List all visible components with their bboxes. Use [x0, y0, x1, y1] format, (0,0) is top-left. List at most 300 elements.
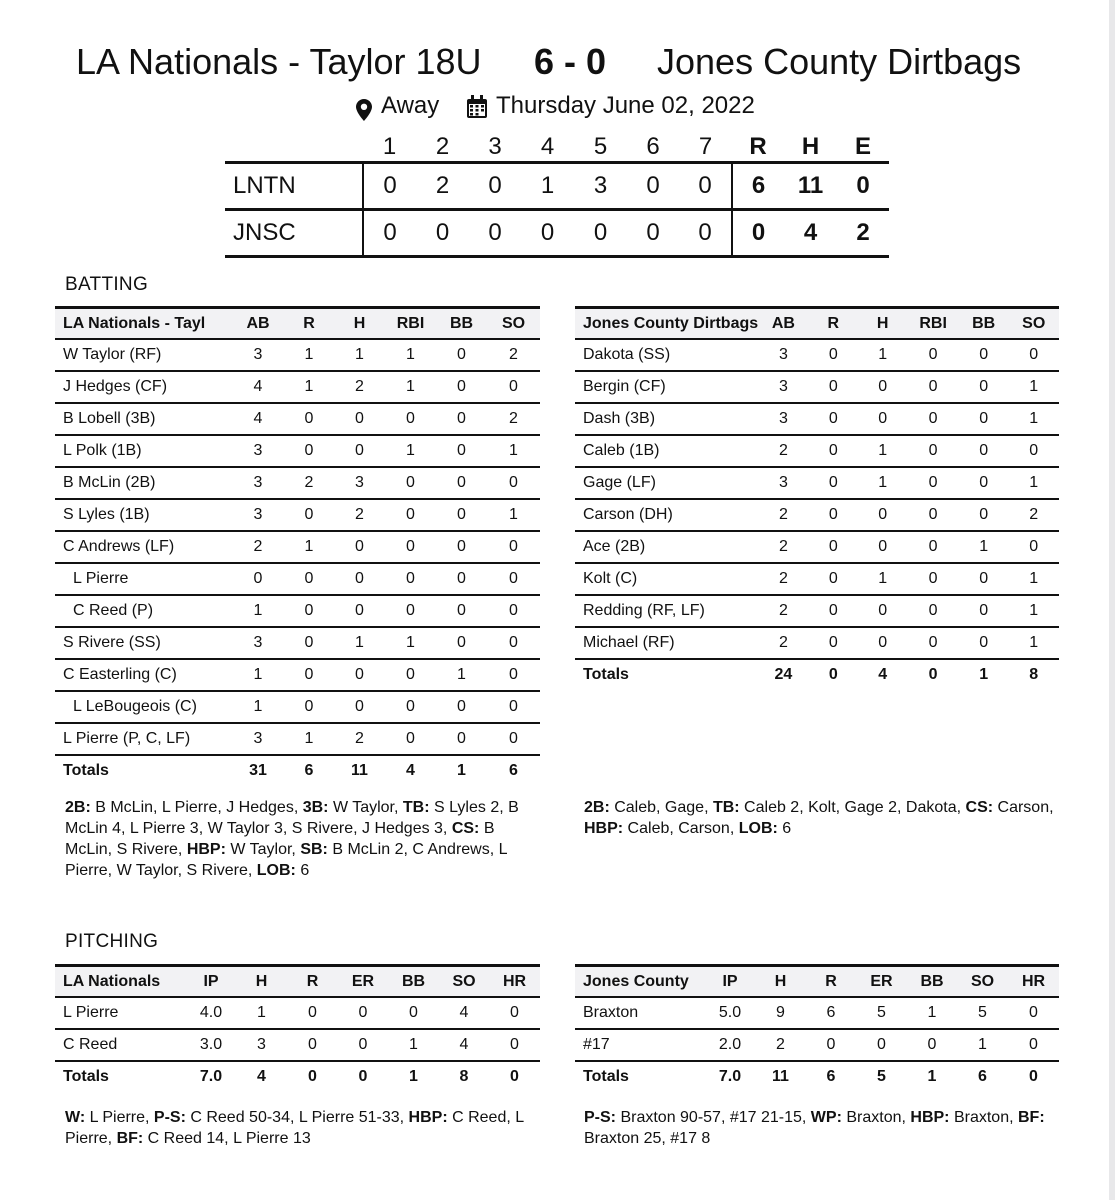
stat-cell: 0 — [907, 531, 959, 563]
stat-cell: 5.0 — [705, 997, 755, 1029]
stat-cell: 0 — [858, 627, 907, 659]
stat-cell: 5 — [957, 997, 1008, 1029]
stat-cell: 0 — [809, 371, 858, 403]
totals-row — [55, 1061, 540, 1092]
stat-cell: 2 — [284, 467, 334, 499]
stat-cell: 1 — [388, 1029, 439, 1061]
totals-cell: 1 — [979, 666, 989, 683]
player-name: L Pierre — [55, 563, 232, 595]
inning-score: 0 — [574, 210, 627, 257]
final-score: 6 - 0 — [534, 41, 607, 82]
stat-cell: 1 — [334, 627, 385, 659]
stat-column-header: H — [755, 966, 806, 998]
stat-column-header: IP — [186, 966, 236, 998]
totals-row — [55, 755, 540, 786]
player-row — [575, 371, 1059, 403]
stat-cell: 0 — [334, 595, 385, 627]
totals-cell: 4 — [406, 762, 415, 779]
player-name: Dakota (SS) — [575, 339, 758, 371]
team-column-header: Jones County Dirtbags — [575, 308, 758, 340]
linescore-team: JNSC — [225, 210, 363, 257]
player-row — [55, 723, 540, 755]
inning-score: 2 — [416, 163, 469, 210]
totals-cell: 7.0 — [718, 1068, 742, 1085]
stat-cell: 0 — [809, 339, 858, 371]
hits-total: 4 — [784, 210, 837, 257]
totals-label: Totals — [583, 1068, 629, 1085]
totals-cell: 8 — [1029, 666, 1039, 683]
stat-cell: 1 — [1008, 627, 1059, 659]
stat-cell: 0 — [436, 563, 487, 595]
stat-cell: 0 — [436, 435, 487, 467]
stat-cell: 2.0 — [705, 1029, 755, 1061]
stat-cell: 0 — [858, 403, 907, 435]
stat-cell: 3 — [232, 723, 284, 755]
stat-cell: 0 — [809, 595, 858, 627]
stat-column-header: BB — [907, 966, 957, 998]
stat-cell: 0 — [385, 403, 436, 435]
stat-cell: 0 — [907, 627, 959, 659]
stat-cell: 0 — [959, 403, 1009, 435]
stat-cell: 1 — [907, 997, 957, 1029]
stat-cell: 3 — [334, 467, 385, 499]
inning-header: 2 — [435, 133, 450, 160]
stat-cell: 0 — [1008, 531, 1059, 563]
player-name: L Polk (1B) — [55, 435, 232, 467]
stat-cell: 0 — [338, 1029, 388, 1061]
inning-header: 1 — [382, 133, 397, 160]
stat-cell: 5 — [856, 997, 907, 1029]
stat-cell: 2 — [758, 627, 809, 659]
stat-cell: 0 — [907, 339, 959, 371]
stat-cell: 2 — [1008, 499, 1059, 531]
player-row — [55, 627, 540, 659]
stat-cell: 1 — [959, 531, 1009, 563]
stat-cell: 0 — [385, 563, 436, 595]
stat-cell: 0 — [287, 997, 338, 1029]
stat-cell: 0 — [959, 467, 1009, 499]
stat-cell: 0 — [959, 371, 1009, 403]
stat-cell: 0 — [487, 531, 540, 563]
linescore-row — [225, 210, 889, 257]
stat-cell: 3 — [236, 1029, 287, 1061]
stat-cell: 0 — [856, 1029, 907, 1061]
stat-cell: 4 — [439, 997, 489, 1029]
stat-cell: 2 — [758, 435, 809, 467]
stat-cell: 0 — [385, 691, 436, 723]
totals-cell: 4 — [878, 666, 888, 683]
inning-score: 0 — [521, 210, 574, 257]
stat-cell: 0 — [959, 499, 1009, 531]
totals-label: Totals — [63, 1068, 109, 1085]
stat-cell: 0 — [487, 723, 540, 755]
stat-cell: 0 — [907, 403, 959, 435]
stat-cell: 0 — [809, 563, 858, 595]
player-row — [55, 563, 540, 595]
stat-cell: 0 — [1008, 435, 1059, 467]
stat-column-header: AB — [758, 308, 809, 340]
player-row — [575, 1029, 1059, 1061]
inning-score: 0 — [627, 210, 679, 257]
stat-column-header: ER — [856, 966, 907, 998]
totals-cell: 1 — [409, 1068, 418, 1085]
pitching-table-away — [575, 964, 1059, 1092]
stat-cell: 1 — [385, 371, 436, 403]
stat-cell: 3 — [758, 371, 809, 403]
stat-cell: 3.0 — [186, 1029, 236, 1061]
stat-cell: 0 — [907, 563, 959, 595]
player-name: S Lyles (1B) — [55, 499, 232, 531]
totals-label: Totals — [63, 762, 109, 779]
inning-header: 7 — [698, 133, 713, 160]
stat-cell: 0 — [436, 467, 487, 499]
stat-cell: 3 — [232, 339, 284, 371]
map-pin-icon — [356, 96, 372, 132]
inning-header: 4 — [540, 133, 555, 160]
stat-cell: 0 — [385, 595, 436, 627]
stat-cell: 3 — [758, 339, 809, 371]
player-name: #17 — [575, 1029, 705, 1061]
pitching-notes-home: W: L Pierre, P-S: C Reed 50-34, L Pierre 51-33, HBP: C Reed, L Pierre, BF: C Reed 14, L Pierre 13 — [65, 1109, 524, 1147]
stat-cell: 1 — [385, 435, 436, 467]
stat-cell: 0 — [284, 595, 334, 627]
stat-cell: 1 — [385, 339, 436, 371]
player-row — [55, 435, 540, 467]
stat-column-header: RBI — [385, 308, 436, 340]
stat-column-header: BB — [388, 966, 439, 998]
totals-cell: 0 — [1029, 1068, 1038, 1085]
inning-header: 3 — [488, 133, 502, 160]
stat-cell: 0 — [487, 595, 540, 627]
totals-cell: 0 — [928, 666, 938, 683]
player-name: B McLin (2B) — [55, 467, 232, 499]
stat-cell: 6 — [806, 997, 856, 1029]
player-row — [55, 467, 540, 499]
totals-cell: 8 — [459, 1068, 469, 1085]
stat-cell: 0 — [284, 435, 334, 467]
stat-cell: 2 — [232, 531, 284, 563]
player-name: Carson (DH) — [575, 499, 758, 531]
stat-cell: 1 — [487, 499, 540, 531]
runs-total: 6 — [732, 163, 784, 210]
player-row — [575, 435, 1059, 467]
totals-cell: 6 — [304, 762, 314, 779]
player-row — [575, 627, 1059, 659]
batting-table-away — [575, 306, 1059, 690]
hits-total: 11 — [784, 163, 837, 210]
stat-cell: 1 — [385, 627, 436, 659]
inning-score: 0 — [363, 210, 416, 257]
stat-cell: 0 — [487, 467, 540, 499]
runs-header: R — [749, 133, 767, 160]
stat-cell: 2 — [758, 595, 809, 627]
stat-column-header: SO — [1008, 308, 1059, 340]
player-name: Michael (RF) — [575, 627, 758, 659]
page-edge — [1109, 0, 1115, 1200]
stat-cell: 1 — [334, 339, 385, 371]
stat-cell: 4 — [439, 1029, 489, 1061]
stat-cell: 4 — [232, 403, 284, 435]
player-row — [55, 403, 540, 435]
player-name: C Easterling (C) — [55, 659, 232, 691]
inning-score: 0 — [679, 163, 732, 210]
stat-cell: 0 — [487, 371, 540, 403]
stat-cell: 1 — [1008, 467, 1059, 499]
totals-cell: 11 — [772, 1068, 789, 1085]
stat-cell: 0 — [334, 563, 385, 595]
linescore-table — [225, 133, 889, 258]
stat-cell: 0 — [334, 403, 385, 435]
totals-cell: 6 — [509, 762, 518, 779]
stat-cell: 0 — [287, 1029, 338, 1061]
inning-score: 0 — [469, 163, 521, 210]
batting-notes-away: 2B: Caleb, Gage, TB: Caleb 2, Kolt, Gage 2, Dakota, CS: Carson, HBP: Caleb, Carson, LOB: 6 — [584, 799, 1054, 837]
stat-cell: 0 — [489, 997, 540, 1029]
stat-cell: 1 — [1008, 403, 1059, 435]
stat-cell: 1 — [1008, 371, 1059, 403]
batting-table-home — [55, 306, 540, 786]
inning-header: 6 — [646, 133, 660, 160]
totals-cell: 31 — [249, 762, 267, 779]
stat-cell: 0 — [385, 659, 436, 691]
inning-score: 0 — [416, 210, 469, 257]
player-row — [55, 691, 540, 723]
stat-cell: 3 — [232, 499, 284, 531]
stat-cell: 3 — [232, 627, 284, 659]
team-column-header: LA Nationals - Tayl — [55, 308, 232, 340]
stat-cell: 0 — [907, 467, 959, 499]
stat-cell: 1 — [1008, 563, 1059, 595]
stat-cell: 1 — [284, 339, 334, 371]
stat-cell: 0 — [436, 371, 487, 403]
totals-cell: 4 — [257, 1068, 266, 1085]
batting-notes-home: 2B: B McLin, L Pierre, J Hedges, 3B: W Taylor, TB: S Lyles 2, B McLin 4, L Pierre 3, W Taylor 3, S Rivere, J Hedges 3, CS: B McLin, S Rivere, HBP: W Taylor, SB: B McLin 2, C Andrews, L Pierre, W Taylor, S Rivere, LOB: 6 — [65, 799, 519, 879]
stat-cell: 0 — [809, 499, 858, 531]
inning-score: 0 — [363, 163, 416, 210]
stat-cell: 0 — [959, 595, 1009, 627]
pitching-notes-away: P-S: Braxton 90-57, #17 21-15, WP: Braxton, HBP: Braxton, BF: Braxton 25, #17 8 — [584, 1109, 1045, 1147]
pitching-table-home — [55, 964, 540, 1092]
game-date: Thursday June 02, 2022 — [496, 92, 755, 119]
stat-cell: 0 — [436, 627, 487, 659]
stat-cell: 3 — [758, 467, 809, 499]
stat-cell: 1 — [858, 435, 907, 467]
totals-row — [575, 1061, 1059, 1092]
totals-cell: 6 — [826, 1068, 836, 1085]
stat-cell: 4.0 — [186, 997, 236, 1029]
totals-cell: 6 — [978, 1068, 987, 1085]
player-row — [55, 339, 540, 371]
stat-column-header: SO — [957, 966, 1008, 998]
stat-cell: 1 — [858, 339, 907, 371]
linescore-row — [225, 163, 889, 210]
stat-column-header: SO — [439, 966, 489, 998]
stat-cell: 0 — [809, 403, 858, 435]
stat-cell: 0 — [1008, 997, 1059, 1029]
player-name: B Lobell (3B) — [55, 403, 232, 435]
stat-cell: 0 — [334, 435, 385, 467]
stat-column-header: RBI — [907, 308, 959, 340]
stat-cell: 0 — [334, 691, 385, 723]
stat-cell: 0 — [388, 997, 439, 1029]
stat-cell: 9 — [755, 997, 806, 1029]
stat-cell: 0 — [436, 499, 487, 531]
player-row — [55, 595, 540, 627]
stat-column-header: AB — [232, 308, 284, 340]
stat-cell: 0 — [232, 563, 284, 595]
stat-cell: 0 — [858, 595, 907, 627]
stat-cell: 0 — [858, 499, 907, 531]
totals-cell: 11 — [351, 762, 368, 779]
stat-cell: 1 — [487, 435, 540, 467]
totals-cell: 0 — [308, 1068, 317, 1085]
stat-cell: 0 — [806, 1029, 856, 1061]
stat-column-header: IP — [705, 966, 755, 998]
stat-cell: 0 — [858, 371, 907, 403]
stat-cell: 0 — [385, 467, 436, 499]
totals-cell: 5 — [877, 1068, 886, 1085]
stat-cell: 1 — [232, 595, 284, 627]
inning-score: 3 — [574, 163, 627, 210]
player-name: Braxton — [575, 997, 705, 1029]
stat-column-header: R — [809, 308, 858, 340]
linescore-corner — [225, 133, 363, 163]
inning-score: 1 — [521, 163, 574, 210]
stat-column-header: ER — [338, 966, 388, 998]
stat-cell: 0 — [284, 563, 334, 595]
stat-cell: 1 — [1008, 595, 1059, 627]
stat-cell: 0 — [436, 595, 487, 627]
game-subheader — [0, 88, 1115, 124]
stat-cell: 2 — [758, 563, 809, 595]
stat-cell: 0 — [907, 595, 959, 627]
errors-header: E — [854, 133, 871, 160]
stat-cell: 3 — [758, 403, 809, 435]
stat-cell: 2 — [487, 339, 540, 371]
batting-section-title: BATTING — [65, 274, 149, 295]
stat-cell: 0 — [858, 531, 907, 563]
stat-cell: 1 — [232, 659, 284, 691]
inning-score: 0 — [627, 163, 679, 210]
stat-cell: 1 — [284, 371, 334, 403]
stat-column-header: H — [858, 308, 907, 340]
pitching-section-title: PITCHING — [65, 931, 159, 952]
player-name: Kolt (C) — [575, 563, 758, 595]
stat-cell: 0 — [436, 403, 487, 435]
stat-column-header: BB — [959, 308, 1009, 340]
player-row — [575, 563, 1059, 595]
player-name: C Andrews (LF) — [55, 531, 232, 563]
stat-column-header: R — [806, 966, 856, 998]
player-name: Ace (2B) — [575, 531, 758, 563]
player-name: Dash (3B) — [575, 403, 758, 435]
player-row — [575, 595, 1059, 627]
player-row — [575, 403, 1059, 435]
stat-cell: 0 — [907, 435, 959, 467]
game-header — [0, 40, 1115, 84]
stat-cell: 1 — [284, 723, 334, 755]
totals-label: Totals — [583, 666, 629, 683]
stat-cell: 2 — [758, 531, 809, 563]
stat-cell: 0 — [385, 723, 436, 755]
player-name: L Pierre — [55, 997, 186, 1029]
runs-total: 0 — [732, 210, 784, 257]
player-row — [55, 1029, 540, 1061]
player-name: C Reed (P) — [55, 595, 232, 627]
totals-cell: 0 — [510, 1068, 519, 1085]
stat-cell: 0 — [487, 563, 540, 595]
stat-cell: 1 — [858, 467, 907, 499]
stat-cell: 1 — [232, 691, 284, 723]
player-name: C Reed — [55, 1029, 186, 1061]
stat-cell: 3 — [232, 435, 284, 467]
linescore-team: LNTN — [225, 163, 363, 210]
player-name: L Pierre (P, C, LF) — [55, 723, 232, 755]
player-name: Gage (LF) — [575, 467, 758, 499]
stat-column-header: BB — [436, 308, 487, 340]
stat-cell: 0 — [284, 659, 334, 691]
player-row — [575, 997, 1059, 1029]
stat-cell: 0 — [1008, 1029, 1059, 1061]
stat-cell: 0 — [959, 563, 1009, 595]
totals-cell: 24 — [774, 666, 793, 683]
stat-column-header: R — [284, 308, 334, 340]
stat-cell: 0 — [487, 659, 540, 691]
stat-cell: 0 — [436, 531, 487, 563]
player-name: W Taylor (RF) — [55, 339, 232, 371]
stat-cell: 0 — [334, 659, 385, 691]
player-name: Bergin (CF) — [575, 371, 758, 403]
stat-cell: 2 — [334, 723, 385, 755]
player-name: J Hedges (CF) — [55, 371, 232, 403]
player-row — [55, 659, 540, 691]
stat-cell: 1 — [436, 659, 487, 691]
stat-cell: 0 — [334, 531, 385, 563]
stat-column-header: HR — [1008, 966, 1059, 998]
totals-cell: 1 — [457, 762, 466, 779]
player-name: S Rivere (SS) — [55, 627, 232, 659]
away-team-name: Jones County Dirtbags — [657, 41, 1022, 82]
home-team-name: LA Nationals - Taylor 18U — [76, 41, 482, 82]
inning-score: 0 — [469, 210, 521, 257]
totals-cell: 7.0 — [199, 1068, 223, 1085]
stat-cell: 2 — [334, 371, 385, 403]
inning-score: 0 — [679, 210, 732, 257]
player-row — [575, 499, 1059, 531]
stat-cell: 0 — [385, 499, 436, 531]
stat-cell: 2 — [487, 403, 540, 435]
player-row — [575, 531, 1059, 563]
stat-cell: 0 — [809, 627, 858, 659]
stat-cell: 0 — [487, 627, 540, 659]
stat-cell: 0 — [436, 723, 487, 755]
stat-column-header: SO — [487, 308, 540, 340]
location-label: Away — [381, 92, 440, 119]
player-row — [55, 997, 540, 1029]
stat-cell: 1 — [284, 531, 334, 563]
stat-cell: 0 — [907, 1029, 957, 1061]
totals-cell: 0 — [358, 1068, 368, 1085]
player-name: Caleb (1B) — [575, 435, 758, 467]
stat-cell: 4 — [232, 371, 284, 403]
stat-cell: 0 — [284, 691, 334, 723]
stat-cell: 0 — [436, 339, 487, 371]
stat-column-header: R — [287, 966, 338, 998]
stat-cell: 0 — [809, 531, 858, 563]
stat-cell: 0 — [1008, 339, 1059, 371]
stat-cell: 0 — [385, 531, 436, 563]
player-row — [575, 339, 1059, 371]
